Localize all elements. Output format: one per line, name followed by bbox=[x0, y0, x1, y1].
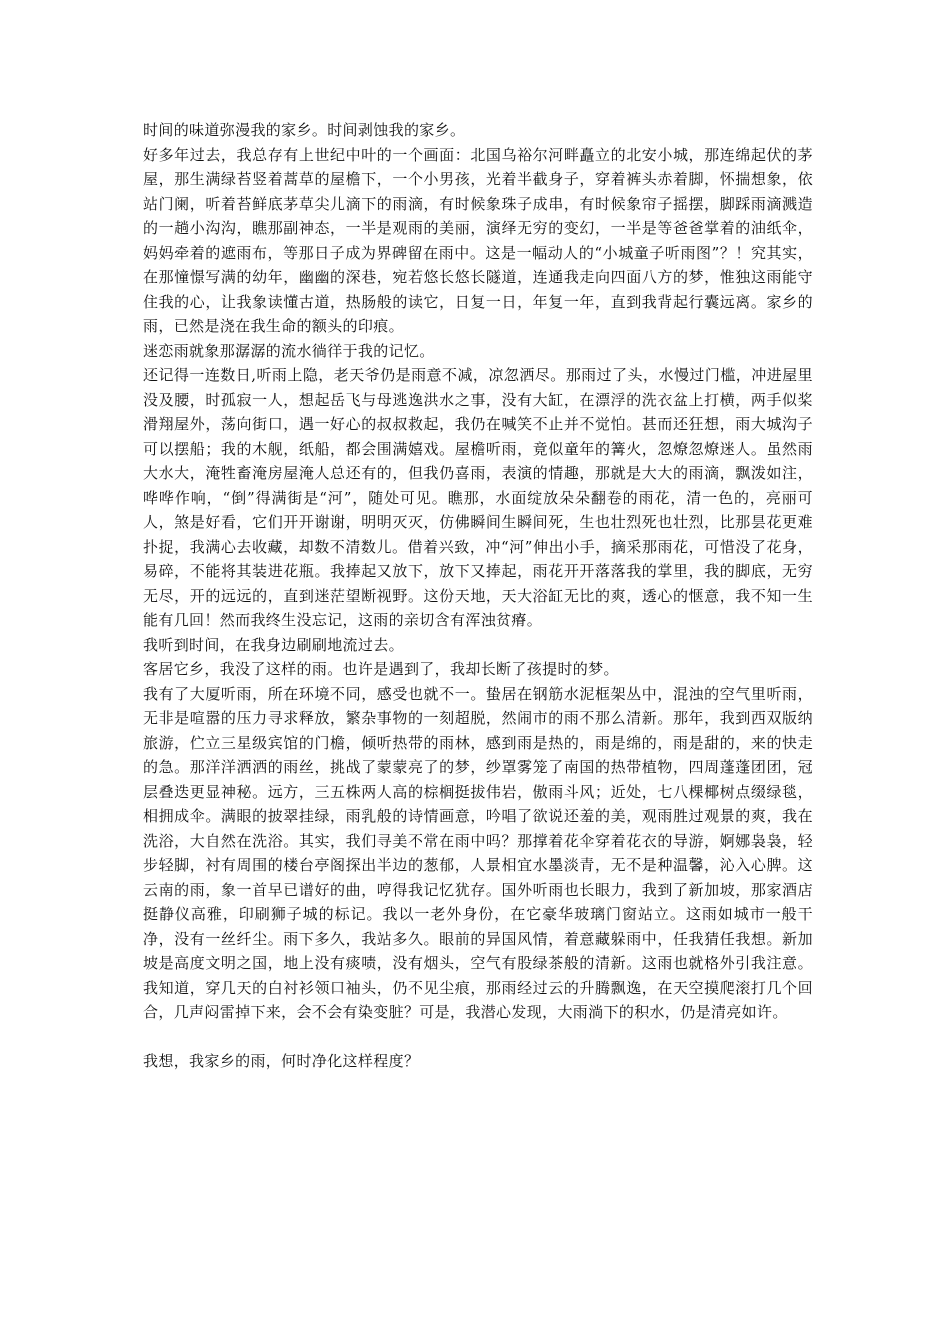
paragraph-7: 我有了大厦听雨，所在环境不同，感受也就不一。蛰居在钢筋水泥框架丛中，混浊的空气里听雨，无非是喧嚣的压力寻求释放，繁杂事物的一刻超脱，然闹市的雨不那么清新。那年，我到西双版纳旅游，伫立三星级宾馆的门檐，倾听热带的雨林，感到雨是热的，雨是绵的，雨是甜的，来的快走的急。那洋洋洒洒的雨丝，挑战了蒙蒙亮了的梦，纱罩雾笼了南国的热带植物，四周蓬蓬团团，冠层叠迭更显神秘。远方，三五株两人高的棕榈挺拔伟岩，傲雨斗风；近处，七八棵椰树点缀绿毯，相拥成伞。满眼的披翠挂绿，雨乳般的诗情画意，吟唱了欲说还羞的美，观雨胜过观景的爽，我在洗浴，大自然在洗浴。其实，我们寻美不常在雨中吗？那撑着花伞穿着花衣的导游，婀娜袅袅，轻步轻脚，衬有周围的楼台亭阁探出半边的葱郁，人景相宜水墨淡青，无不是种温馨，沁入心脾。这云南的雨，象一首早已谱好的曲，哼得我记忆犹存。国外听雨也长眼力，我到了新加坡，那家酒店挺静仪高雅，印刷狮子城的标记。我以一老外身份，在它豪华玻璃门窗站立。这雨如城市一般干净，没有一丝纤尘。雨下多久，我站多久。眼前的异国风情，着意藏躲雨中，任我猜任我想。新加坡是高度文明之国，地上没有痰啧，没有烟头，空气有股绿茶般的清新。这雨也就格外引我注意。我知道，穿几天的白衬衫领口袖头，仍不见尘痕，那雨经过云的升腾飘逸，在天空摸爬滚打几个回合，几声闷雷掉下来，会不会有染变脏？可是，我潜心发现，大雨淌下的积水，仍是清亮如许。 bbox=[143, 684, 813, 1021]
paragraph-1: 时间的味道弥漫我的家乡。时间剥蚀我的家乡。 bbox=[143, 121, 466, 139]
document-body bbox=[143, 118, 813, 1074]
paragraph-8: 我想，我家乡的雨，何时净化这样程度？ bbox=[143, 1052, 420, 1070]
paragraph-5: 我听到时间，在我身边刷刷地流过去。 bbox=[143, 635, 404, 654]
paragraph-3: 迷恋雨就象那潺潺的流水徜徉于我的记忆。 bbox=[143, 341, 435, 360]
paragraph-4: 还记得一连数日,听雨上隐，老天爷仍是雨意不减，凉忽洒尽。那雨过了头，水慢过门槛，冲进屋里没及腰，时孤寂一人，想起岳飞与母逃逸洪水之事，没有大缸，在漂浮的洗衣盆上打横，两手似桨滑翔屋外，荡向街口，遇一好心的叔叔救起，我仍在喊笑不止并不觉怕。甚而还狂想，雨大城沟子可以摆船；我的木舰，纸船，都会围满嬉戏。屋檐听雨，竟似童年的篝火，忽燎忽燎迷人。虽然雨大水大，淹牲畜淹房屋淹人总还有的，但我仍喜雨，表演的情趣，那就是大大的雨滴，飘泼如注，哗哗作响，“倒”得满街是“河”，随处可见。瞧那，水面绽放朵朵翻卷的雨花，清一色的，亮丽可人，煞是好看，它们开开谢谢，明明灭灭，仿佛瞬间生瞬间死，生也壮烈死也壮烈，比那昙花更难扑捉，我满心去收藏，却数不清数儿。借着兴致，冲“河”伸出小手，摘采那雨花，可惜没了花身，易碎，不能将其装进花瓶。我捧起又放下，放下又捧起，雨花开开落落我的掌里，我的脚底，无穷无尽，开的远远的，直到迷茫望断视野。这份天地，天大浴缸无比的爽，透心的惬意，我不知一生能有几回！然而我终生没忘记，这雨的亲切含有浑浊贫瘠。 bbox=[143, 366, 813, 629]
paragraph-6: 客居它乡，我没了这样的雨。也许是遇到了，我却长断了孩提时的梦。 bbox=[143, 660, 619, 678]
paragraph-2: 好多年过去，我总存有上世纪中叶的一个画面：北国乌裕尔河畔矗立的北安小城，那连绵起伏的茅屋，那生满绿苔竖着蒿草的屋檐下，一个小男孩，光着半截身子，穿着裤头赤着脚，怀揣想象，依站门阑，听着苔鲜底茅草尖儿滴下的雨滴，有时候象珠子成串，有时候象帘子摇摆，脚踩雨滴溅造的一趟小沟沟，瞧那副神态，一半是观雨的美丽，演绎无穷的变幻，一半是等爸爸掌着的油纸伞，妈妈牵着的遮雨布，等那日子成为界碑留在雨中。这是一幅动人的“小城童子听雨图”？！究其实，在那憧憬写满的幼年，幽幽的深巷，宛若悠长悠长隧道，连通我走向四面八方的梦，惟独这雨能守住我的心，让我象读懂古道，热肠般的读它，日复一日，年复一年，直到我背起行囊远离。家乡的雨，已然是浇在我生命的额头的印痕。 bbox=[143, 145, 813, 335]
